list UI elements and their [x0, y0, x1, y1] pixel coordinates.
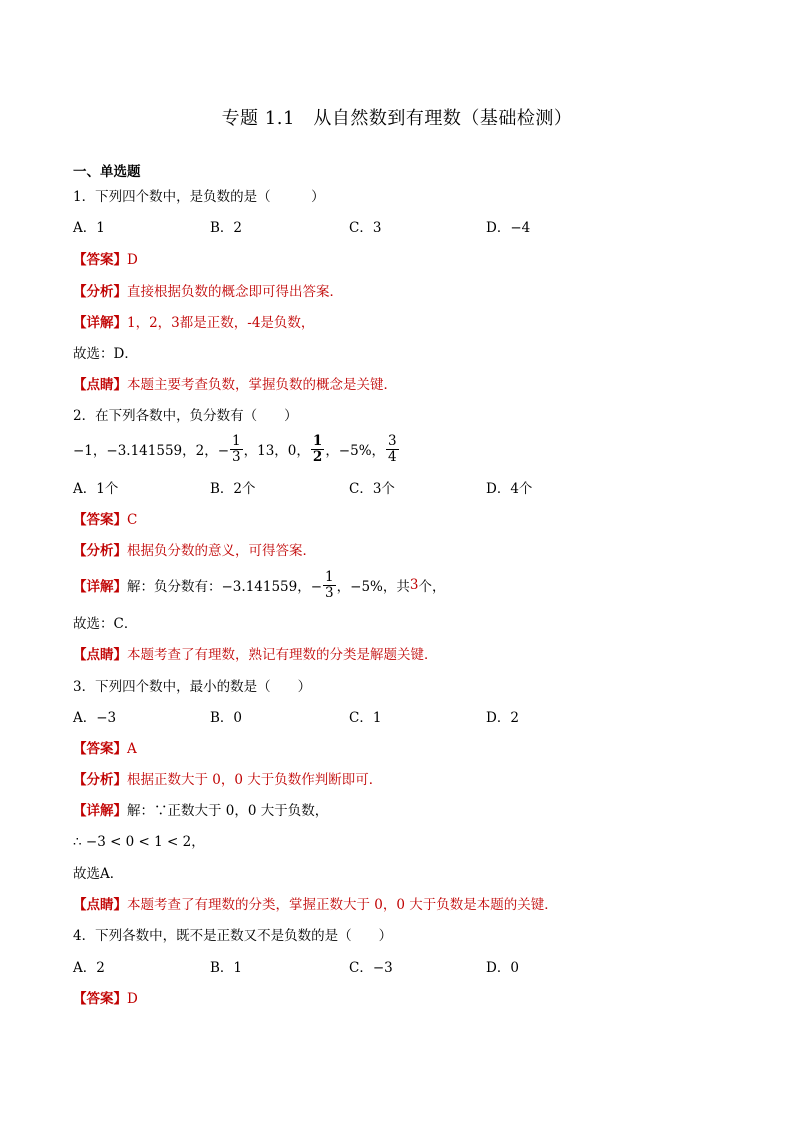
analysis-tag: 【分析】: [73, 284, 127, 300]
q1-choose: 故选：D．: [73, 346, 138, 362]
q1-option-c: C．3: [349, 220, 382, 236]
q2-option-d: D．4个: [486, 481, 533, 497]
q3-answer: [73, 737, 137, 757]
number-list-part: ，−5%，: [325, 443, 386, 459]
answer-tag: 【答案】: [73, 741, 127, 757]
answer-value: D: [127, 252, 138, 268]
q2-detail: [73, 564, 445, 606]
comment-tag: 【点睛】: [73, 377, 127, 393]
q3-option-c: C．1: [349, 710, 382, 726]
q2-option-b: B．2个: [210, 481, 256, 497]
fraction-three-quarters: [386, 434, 399, 463]
comment-text: 本题考查了有理数的分类，掌握正数大于 0，0 大于负数是本题的关键．: [127, 897, 558, 913]
q2-comment: [73, 643, 438, 663]
fraction-numerator: 3: [388, 433, 397, 450]
q3-detail: [73, 799, 328, 819]
detail-tag: 【详解】: [73, 803, 127, 819]
q1-option-d: D．−4: [486, 220, 531, 236]
answer-tag: 【答案】: [73, 991, 127, 1007]
answer-value: A: [127, 741, 137, 757]
q4-option-d: D．0: [486, 960, 519, 976]
fraction-denominator: 2: [312, 448, 323, 465]
q2-answer: [73, 508, 137, 528]
detail-count: 3: [409, 577, 419, 593]
analysis-text: 根据负分数的意义，可得答案．: [127, 543, 316, 559]
comment-text: 本题主要考查负数，掌握负数的概念是关键．: [127, 377, 397, 393]
number-list-part: ，13，0，: [243, 443, 310, 459]
q1-option-a: A．1: [73, 220, 105, 236]
detail-text: ，−5%，共: [336, 579, 410, 595]
q2-option-a: A．1个: [73, 481, 119, 497]
q1-comment: [73, 373, 397, 393]
section-heading: 一、单选题: [73, 164, 141, 180]
fraction-numerator: 1: [312, 433, 323, 450]
detail-tag: 【详解】: [73, 579, 127, 595]
analysis-text: 直接根据负数的概念即可得出答案．: [127, 284, 343, 300]
q2-option-c: C．3个: [349, 481, 395, 497]
comment-text: 本题考查了有理数，熟记有理数的分类是解题关键．: [127, 647, 438, 663]
answer-value: C: [127, 512, 138, 528]
q3-choose: 故选A．: [73, 866, 124, 882]
q4-option-b: B．1: [210, 960, 243, 976]
q3-inequality: ∴ −3 < 0 < 1 < 2，: [73, 834, 205, 850]
fraction-denominator: 4: [388, 448, 397, 465]
q3-option-a: A．−3: [73, 710, 117, 726]
q3-analysis: [73, 768, 382, 788]
q2-stem: 2．在下列各数中，负分数有（ ）: [73, 408, 298, 424]
detail-text: 正数大于 0，0 大于负数，: [167, 803, 329, 819]
detail-text: 1，2，3都是正数，-4是负数，: [127, 315, 315, 331]
fraction-one-half: [311, 434, 324, 463]
answer-value: D: [127, 991, 138, 1007]
q2-choose: 故选：C．: [73, 616, 138, 632]
because-symbol: ∵: [154, 803, 168, 819]
fraction-one-third: [230, 434, 243, 463]
fraction-numerator: 1: [325, 569, 334, 586]
fraction-numerator: 1: [232, 433, 241, 450]
q1-answer: [73, 248, 138, 268]
fraction-denominator: 3: [325, 584, 334, 601]
fraction-one-third: [323, 570, 336, 599]
comment-tag: 【点睛】: [73, 897, 127, 913]
q1-detail: [73, 311, 314, 331]
q3-stem: 3．下列四个数中，最小的数是（ ）: [73, 679, 312, 695]
detail-tag: 【详解】: [73, 315, 127, 331]
detail-text: 解：: [127, 803, 154, 819]
q4-option-c: C．−3: [349, 960, 393, 976]
answer-tag: 【答案】: [73, 512, 127, 528]
analysis-tag: 【分析】: [73, 772, 127, 788]
answer-tag: 【答案】: [73, 252, 127, 268]
detail-text: 解：负分数有：−3.141559，−: [127, 579, 323, 595]
q3-comment: [73, 893, 558, 913]
q1-option-b: B．2: [210, 220, 243, 236]
page-title: 专题 1.1 从自然数到有理数（基础检测）: [221, 108, 573, 129]
analysis-text: 根据正数大于 0，0 大于负数作判断即可．: [127, 772, 383, 788]
q4-option-a: A．2: [73, 960, 105, 976]
q2-number-list: [73, 428, 400, 470]
number-list-part: −1，−3.141559，2，−: [73, 443, 230, 459]
q2-analysis: [73, 539, 316, 559]
analysis-tag: 【分析】: [73, 543, 127, 559]
q1-stem: 1．下列四个数中，是负数的是（ ）: [73, 189, 325, 205]
fraction-denominator: 3: [232, 448, 241, 465]
q1-analysis: [73, 280, 343, 300]
q4-answer: [73, 987, 138, 1007]
detail-text: 个，: [418, 579, 446, 595]
q3-option-d: D．2: [486, 710, 519, 726]
comment-tag: 【点睛】: [73, 647, 127, 663]
q3-option-b: B．0: [210, 710, 243, 726]
q4-stem: 4．下列各数中，既不是正数又不是负数的是（ ）: [73, 928, 393, 944]
